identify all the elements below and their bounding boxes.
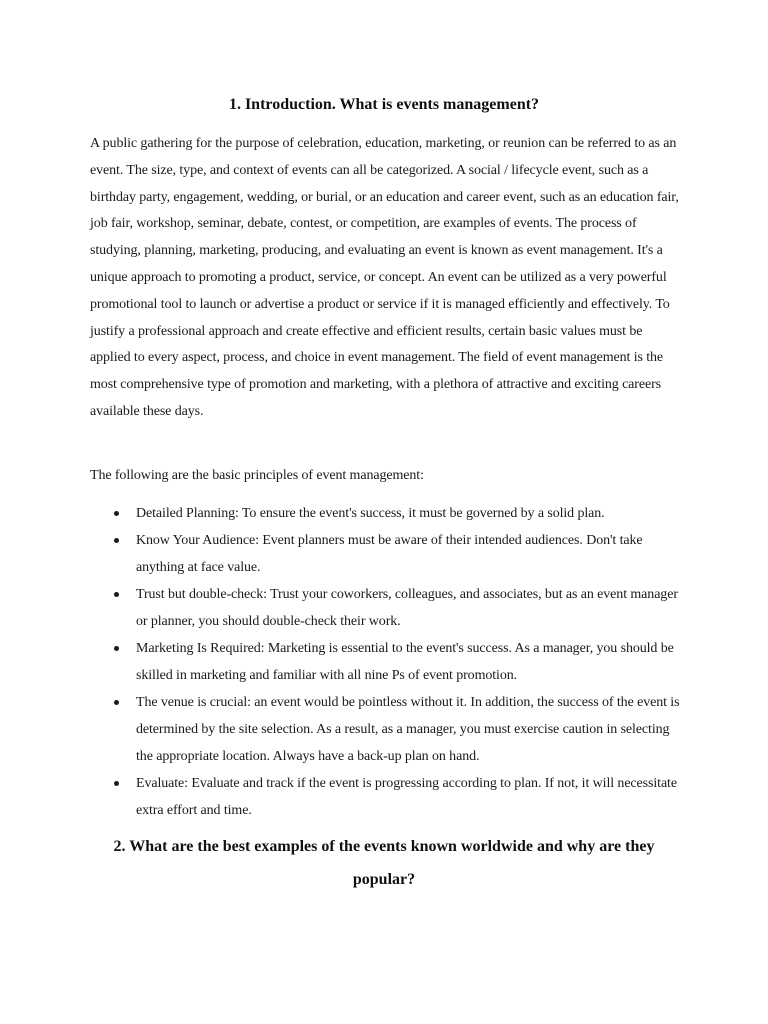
bullet-icon xyxy=(114,700,119,705)
list-item xyxy=(90,581,680,635)
list-item xyxy=(90,635,680,689)
list-item xyxy=(90,770,680,824)
list-item-text: The venue is crucial: an event would be pointless without it. In addition, the success of the event is determined by the site selection. As a result, as a manager, you must exercise caution in selecting the appropriate location. Always have a back-up plan on hand. xyxy=(136,695,680,764)
bullet-icon xyxy=(114,511,119,516)
principles-list xyxy=(90,500,680,824)
list-item-text: Detailed Planning: To ensure the event's success, it must be governed by a solid plan. xyxy=(136,506,605,521)
bullet-icon xyxy=(114,781,119,786)
list-item xyxy=(90,527,680,581)
section-heading-examples: 2. What are the best examples of the events known worldwide and why are they popular? xyxy=(113,838,655,888)
list-item xyxy=(90,500,680,527)
section-heading-introduction: 1. Introduction. What is events management? xyxy=(228,96,540,113)
list-item-text: Trust but double-check: Trust your coworkers, colleagues, and associates, but as an event manager or planner, you should double-check their work. xyxy=(136,587,678,629)
bullet-icon xyxy=(114,592,119,597)
list-item-text: Evaluate: Evaluate and track if the event is progressing according to plan. If not, it will necessitate extra effort and time. xyxy=(136,776,677,818)
list-item xyxy=(90,689,680,770)
bullet-icon xyxy=(114,646,119,651)
principles-intro-paragraph: The following are the basic principles of event management: xyxy=(90,468,424,483)
intro-paragraph: A public gathering for the purpose of celebration, education, marketing, or reunion can be referred to as an event. The size, type, and context of events can all be categorized. A social / lifecycle event, such as a birthday party, engagement, wedding, or burial, or an education and career event, such as an education fair, job fair, workshop, seminar, debate, contest, or competition, are examples of events. The process of studying, planning, marketing, producing, and evaluating an event is known as event management. It's a unique approach to promoting a product, service, or concept. An event can be utilized as a very powerful promotional tool to launch or advertise a product or service if it is managed efficiently and effectively. To justify a professional approach and create effective and efficient results, certain basic values must be applied to every aspect, process, and choice in event management. The field of event management is the most comprehensive type of promotion and marketing, with a plethora of attractive and exciting careers available these days. xyxy=(90,136,679,419)
list-item-text: Know Your Audience: Event planners must be aware of their intended audiences. Don't take anything at face value. xyxy=(136,533,643,575)
bullet-icon xyxy=(114,538,119,543)
list-item-text: Marketing Is Required: Marketing is essential to the event's success. As a manager, you should be skilled in marketing and familiar with all nine Ps of event promotion. xyxy=(136,641,674,683)
